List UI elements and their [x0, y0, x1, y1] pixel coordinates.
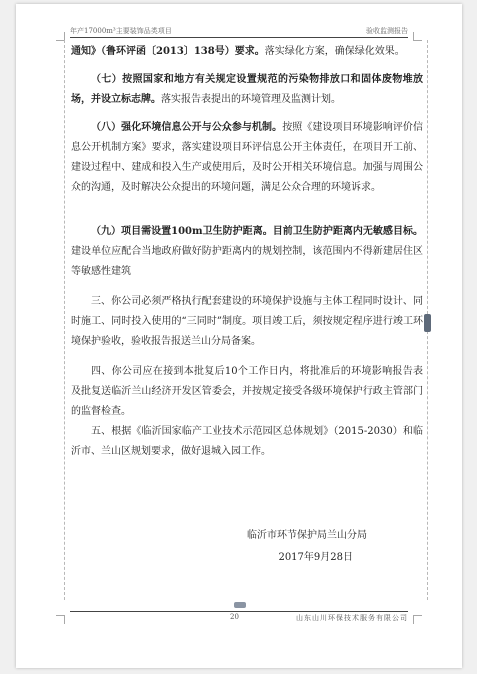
paragraph-text: 按照《建设项目环境影响评价信息公开机制方案》要求，落实建设项目环评信息公开主体责任，在项目开工前、建设过程中、建成和投入生产或使用后，及时公开相关环境信息。加强与周围公众的沟通，及时解决公众提出的环境问题，满足公众合理的环境诉求。 [71, 122, 423, 193]
paragraph-bold-lead: （八）强化环境信息公开与公众参与机制。 [91, 122, 283, 133]
paragraph-text: 三、你公司必须严格执行配套建设的环境保护设施与主体工程同时设计、同时施工、同时投入使用的“三同时”制度。项目竣工后，须按规定程序进行竣工环境保护验收，验收报告报送兰山分局备案。 [71, 296, 423, 347]
paragraph-text: 五、根据《临沂国家临产工业技术示范园区总体规划》（2015-2030）和临沂市、兰山区规划要求，做好退城入园工作。 [71, 426, 423, 457]
page-header [70, 25, 408, 38]
header-report-type: 验收监测报告 [366, 27, 408, 35]
paragraph-seven [71, 70, 423, 110]
paragraph-text: 建设单位应配合当地政府做好防护距离内的规划控制，该范围内不得新建居住区等敏感性建筑 [71, 246, 423, 277]
crop-mark-bottom-left [56, 615, 65, 624]
paragraph-greening [71, 42, 423, 62]
paragraph-bold-lead: 通知》（鲁环评函〔2013〕138号）要求。 [71, 46, 265, 57]
footer-company: 山东山川环保技术服务有限公司 [296, 614, 408, 622]
document-page [16, 4, 462, 668]
crop-mark-bottom-right [413, 615, 422, 624]
signature-date: 2017年9月28日 [278, 552, 353, 563]
paragraph-text: 落实绿化方案，确保绿化效果。 [264, 46, 405, 57]
side-tab-handle-icon[interactable] [424, 314, 431, 332]
paragraph-bold-lead: （七）按照国家和地方有关规定设置规范的污染物排放口和固体废物堆放场，并设立标志牌。 [71, 74, 423, 105]
signature-organization: 临沂市环节保护局兰山分局 [247, 530, 367, 541]
page-indicator-icon [234, 602, 246, 608]
paragraph-three [71, 292, 423, 352]
page-footer [70, 611, 408, 622]
paragraph-eight [71, 118, 423, 198]
page-number: 20 [230, 613, 239, 621]
paragraph-five [71, 422, 423, 462]
document-body [64, 40, 428, 600]
paragraph-bold-lead: （九）项目需设置100m卫生防护距离。目前卫生防护距离内无敏感目标。 [91, 226, 423, 237]
paragraph-text: 落实报告表提出的环境管理及监测计划。 [161, 94, 341, 105]
paragraph-four [71, 362, 423, 422]
header-project-title: 年产17000m³主要装饰品类项目 [70, 27, 172, 35]
paragraph-nine [71, 222, 423, 282]
paragraph-text: 四、你公司应在接到本批复后10个工作日内，将批准后的环境影响报告表及批复送临沂兰山经济开发区管委会，并按规定接受各级环境保护行政主管部门的监督检查。 [71, 366, 423, 417]
